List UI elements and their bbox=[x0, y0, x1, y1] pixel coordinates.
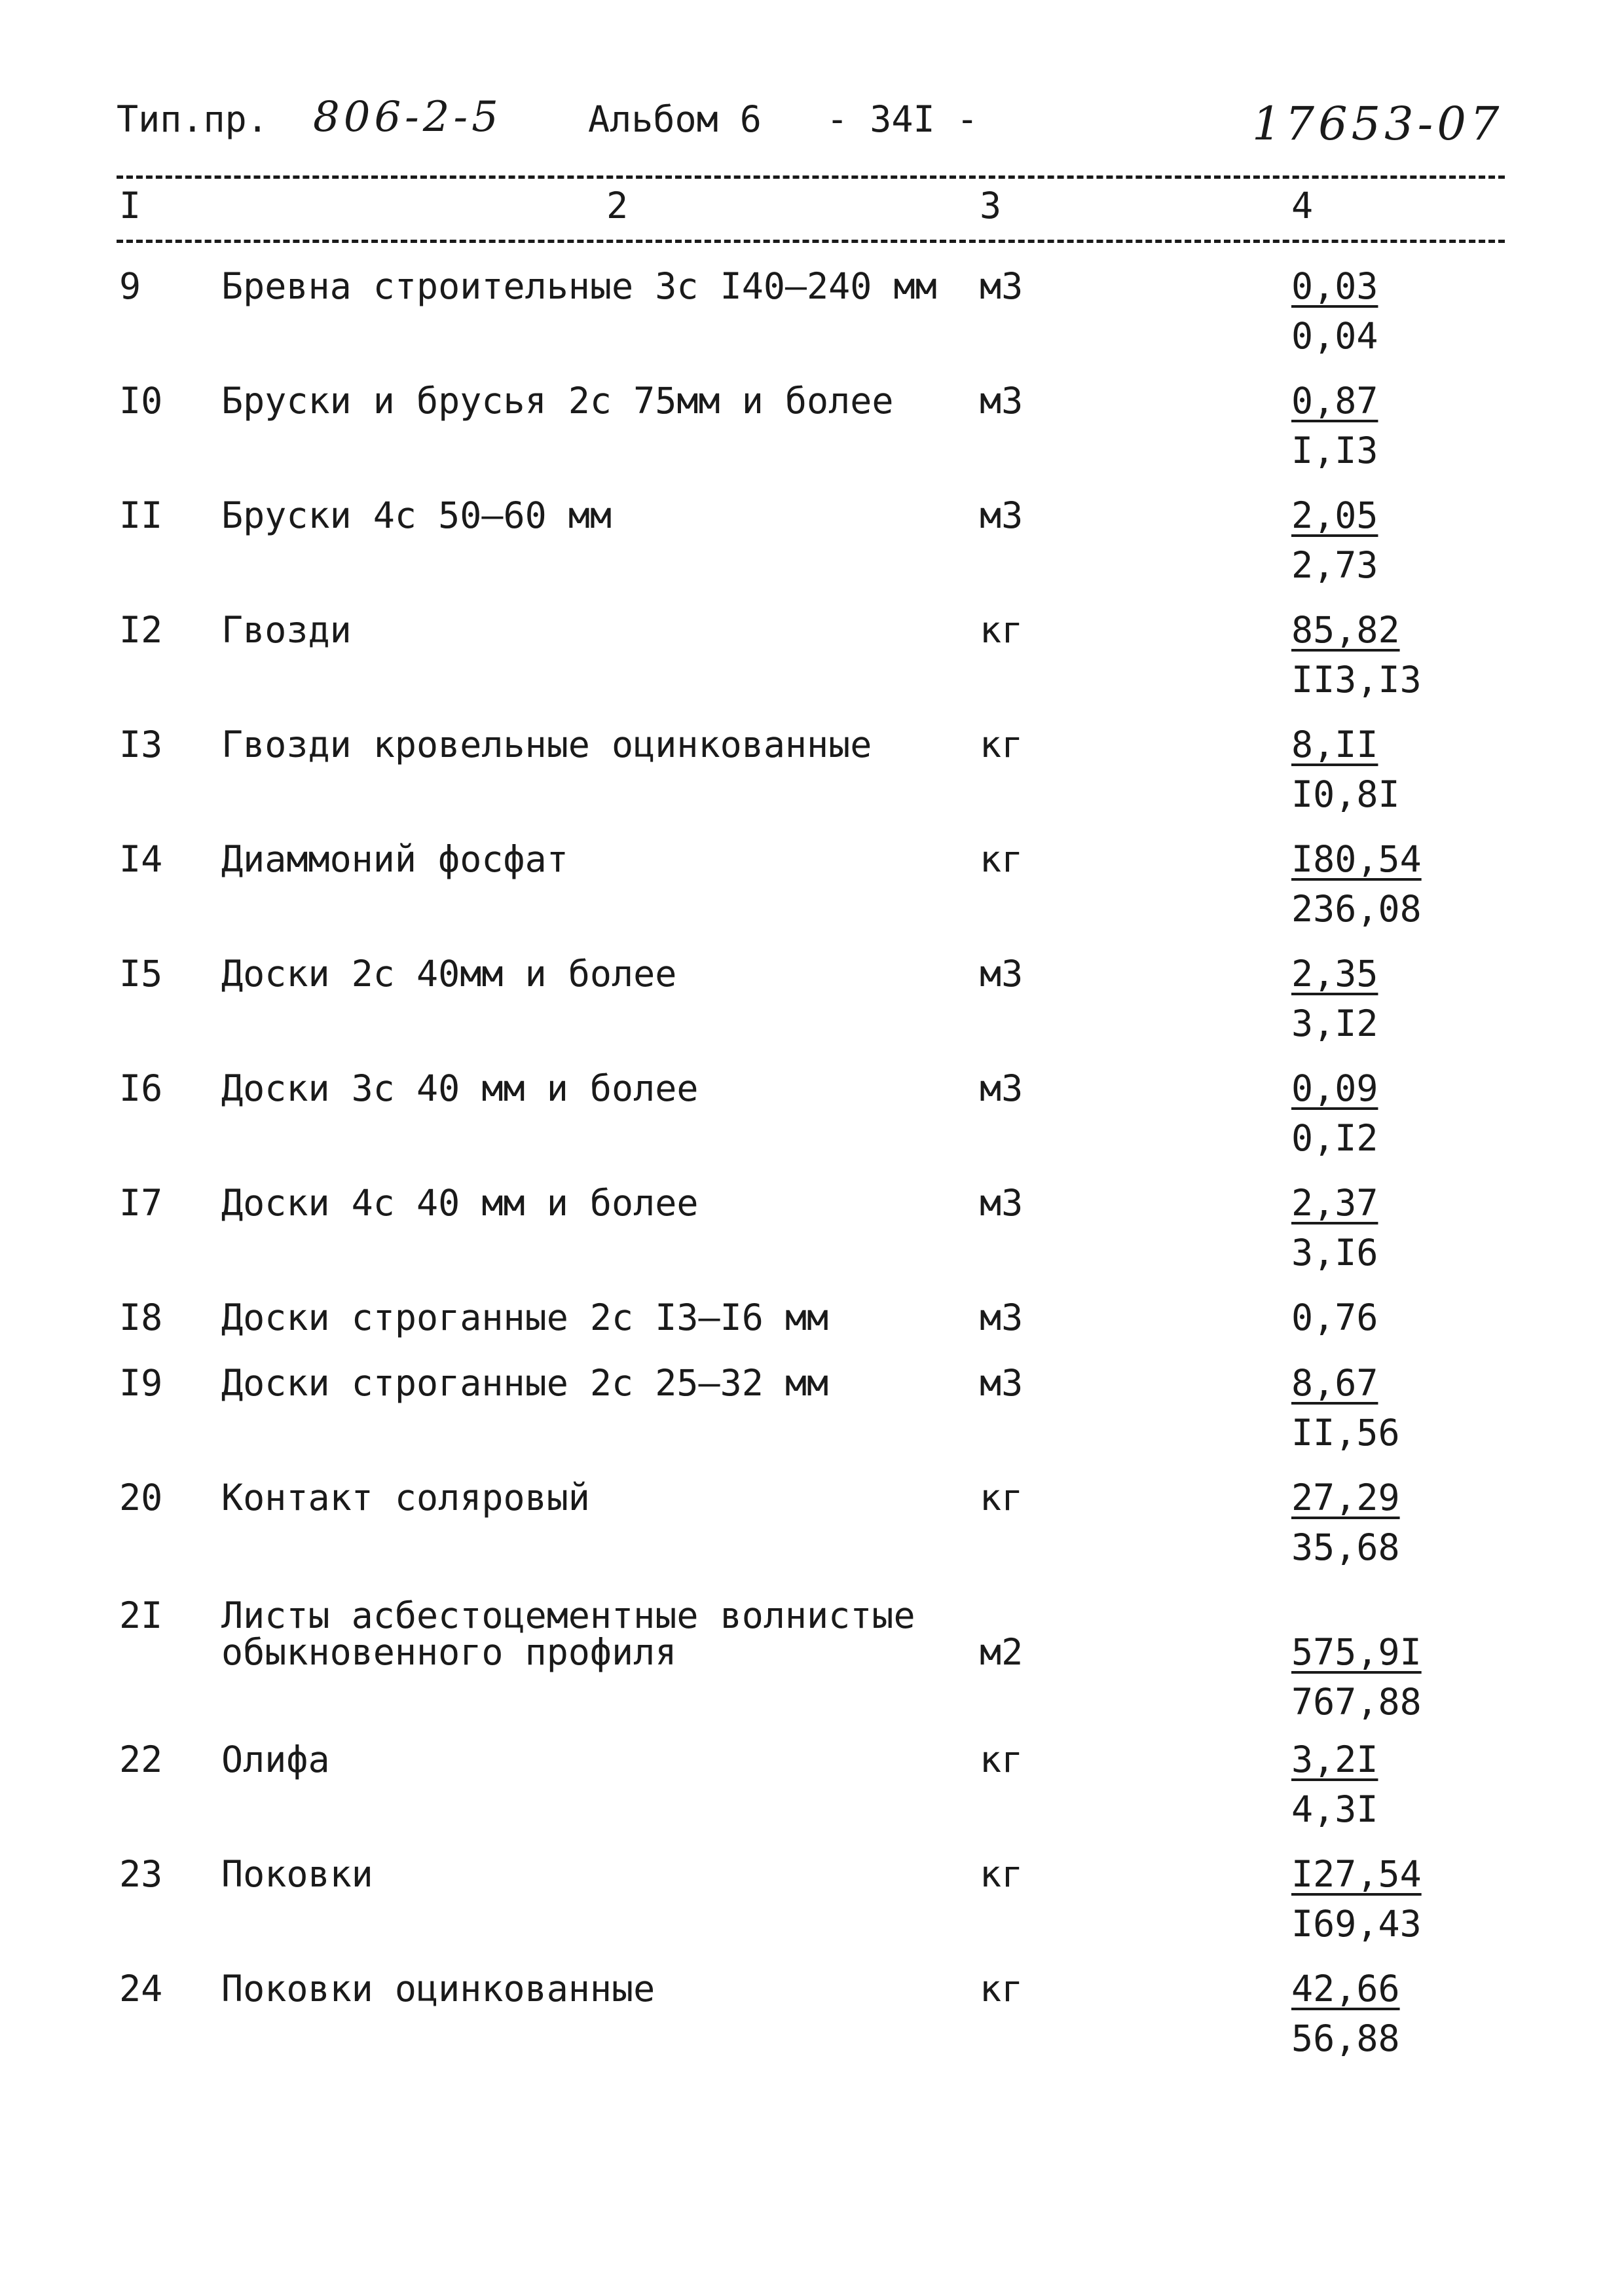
value-top: 85,82 bbox=[1291, 609, 1400, 651]
material-name: Поковки оцинкованные bbox=[221, 1968, 655, 2010]
material-name: Доски 2с 40мм и более bbox=[221, 953, 677, 995]
value-top: 42,66 bbox=[1291, 1968, 1400, 2010]
unit: кг bbox=[980, 1739, 1024, 1780]
project-code: 806-2-5 bbox=[313, 93, 502, 141]
unit: кг bbox=[980, 724, 1024, 765]
value-bottom: 2,73 bbox=[1291, 544, 1378, 586]
value-top: 8,67 bbox=[1291, 1362, 1378, 1404]
album-label: Альбом 6 bbox=[588, 98, 762, 140]
value-bottom: 0,04 bbox=[1291, 315, 1378, 357]
value-top: I80,54 bbox=[1291, 838, 1422, 880]
material-name: Бревна строительные 3с I40–240 мм bbox=[221, 265, 937, 307]
value-top: 0,09 bbox=[1291, 1067, 1378, 1109]
material-name: Листы асбестоцементные волнистые bbox=[221, 1594, 915, 1636]
material-name: Доски 3с 40 мм и более bbox=[221, 1067, 699, 1109]
row-number: I7 bbox=[119, 1182, 163, 1224]
unit: м3 bbox=[980, 1297, 1024, 1338]
material-name: Бруски и брусья 2с 75мм и более bbox=[221, 380, 894, 422]
unit: кг bbox=[980, 1853, 1024, 1895]
unit: кг bbox=[980, 609, 1024, 651]
row-number: I2 bbox=[119, 609, 163, 651]
value-bottom: II,56 bbox=[1291, 1412, 1400, 1454]
row-number: II bbox=[119, 494, 163, 536]
row-number: I0 bbox=[119, 380, 163, 422]
value-top: 575,9I bbox=[1291, 1631, 1422, 1673]
unit: м3 bbox=[980, 1182, 1024, 1224]
row-number: I9 bbox=[119, 1362, 163, 1404]
value-bottom: I0,8I bbox=[1291, 773, 1400, 815]
value-top: 27,29 bbox=[1291, 1477, 1400, 1518]
value-bottom: 236,08 bbox=[1291, 888, 1422, 930]
material-name: Доски строганные 2с 25–32 мм bbox=[221, 1362, 829, 1404]
material-name: Диаммоний фосфат bbox=[221, 838, 568, 880]
type-label: Тип.пр. bbox=[117, 98, 268, 140]
header-rule-bottom bbox=[117, 240, 1505, 243]
row-number: 22 bbox=[119, 1739, 163, 1780]
row-number: I8 bbox=[119, 1297, 163, 1338]
value-top: 2,05 bbox=[1291, 494, 1378, 536]
value-bottom: 3,I6 bbox=[1291, 1232, 1378, 1274]
value-top: 0,87 bbox=[1291, 380, 1378, 422]
unit: м3 bbox=[980, 265, 1024, 307]
row-number: I4 bbox=[119, 838, 163, 880]
unit: м3 bbox=[980, 1067, 1024, 1109]
material-name: Гвозди bbox=[221, 609, 352, 651]
value-bottom: 3,I2 bbox=[1291, 1003, 1378, 1044]
value-bottom: 35,68 bbox=[1291, 1526, 1400, 1568]
material-name: Бруски 4с 50–60 мм bbox=[221, 494, 612, 536]
value-single: 0,76 bbox=[1291, 1297, 1378, 1338]
value-bottom: II3,I3 bbox=[1291, 659, 1422, 701]
material-name: Доски строганные 2с I3–I6 мм bbox=[221, 1297, 829, 1338]
page-number: - 34I - bbox=[826, 98, 978, 140]
material-name: Олифа bbox=[221, 1739, 330, 1780]
value-bottom: 56,88 bbox=[1291, 2017, 1400, 2059]
row-number: I6 bbox=[119, 1067, 163, 1109]
document-number: 17653-07 bbox=[1252, 97, 1504, 151]
row-number: I3 bbox=[119, 724, 163, 765]
value-bottom: 0,I2 bbox=[1291, 1117, 1378, 1159]
unit: кг bbox=[980, 1477, 1024, 1518]
material-name: Доски 4с 40 мм и более bbox=[221, 1182, 699, 1224]
column-header-2: 2 bbox=[606, 185, 629, 227]
value-top: I27,54 bbox=[1291, 1853, 1422, 1895]
row-number: 2I bbox=[119, 1594, 163, 1636]
column-header-3: 3 bbox=[980, 185, 1002, 227]
row-number: 9 bbox=[119, 265, 141, 307]
header-rule-top bbox=[117, 175, 1505, 179]
row-number: I5 bbox=[119, 953, 163, 995]
unit: м3 bbox=[980, 953, 1024, 995]
unit: м3 bbox=[980, 380, 1024, 422]
material-name: Контакт соляровый bbox=[221, 1477, 590, 1518]
value-top: 2,35 bbox=[1291, 953, 1378, 995]
unit: кг bbox=[980, 838, 1024, 880]
value-bottom: 767,88 bbox=[1291, 1681, 1422, 1723]
value-top: 0,03 bbox=[1291, 265, 1378, 307]
unit: м2 bbox=[980, 1631, 1024, 1673]
column-header-4: 4 bbox=[1291, 185, 1314, 227]
row-number: 24 bbox=[119, 1968, 163, 2010]
row-number: 23 bbox=[119, 1853, 163, 1895]
unit: кг bbox=[980, 1968, 1024, 2010]
unit: м3 bbox=[980, 1362, 1024, 1404]
unit: м3 bbox=[980, 494, 1024, 536]
value-bottom: I,I3 bbox=[1291, 430, 1378, 471]
value-top: 2,37 bbox=[1291, 1182, 1378, 1224]
row-number: 20 bbox=[119, 1477, 163, 1518]
value-bottom: I69,43 bbox=[1291, 1903, 1422, 1945]
material-name-line2: обыкновенного профиля bbox=[221, 1631, 677, 1673]
value-top: 3,2I bbox=[1291, 1739, 1378, 1780]
material-name: Поковки bbox=[221, 1853, 373, 1895]
value-top: 8,II bbox=[1291, 724, 1378, 765]
material-name: Гвозди кровельные оцинкованные bbox=[221, 724, 872, 765]
value-bottom: 4,3I bbox=[1291, 1788, 1378, 1830]
column-header-1: I bbox=[119, 185, 141, 227]
